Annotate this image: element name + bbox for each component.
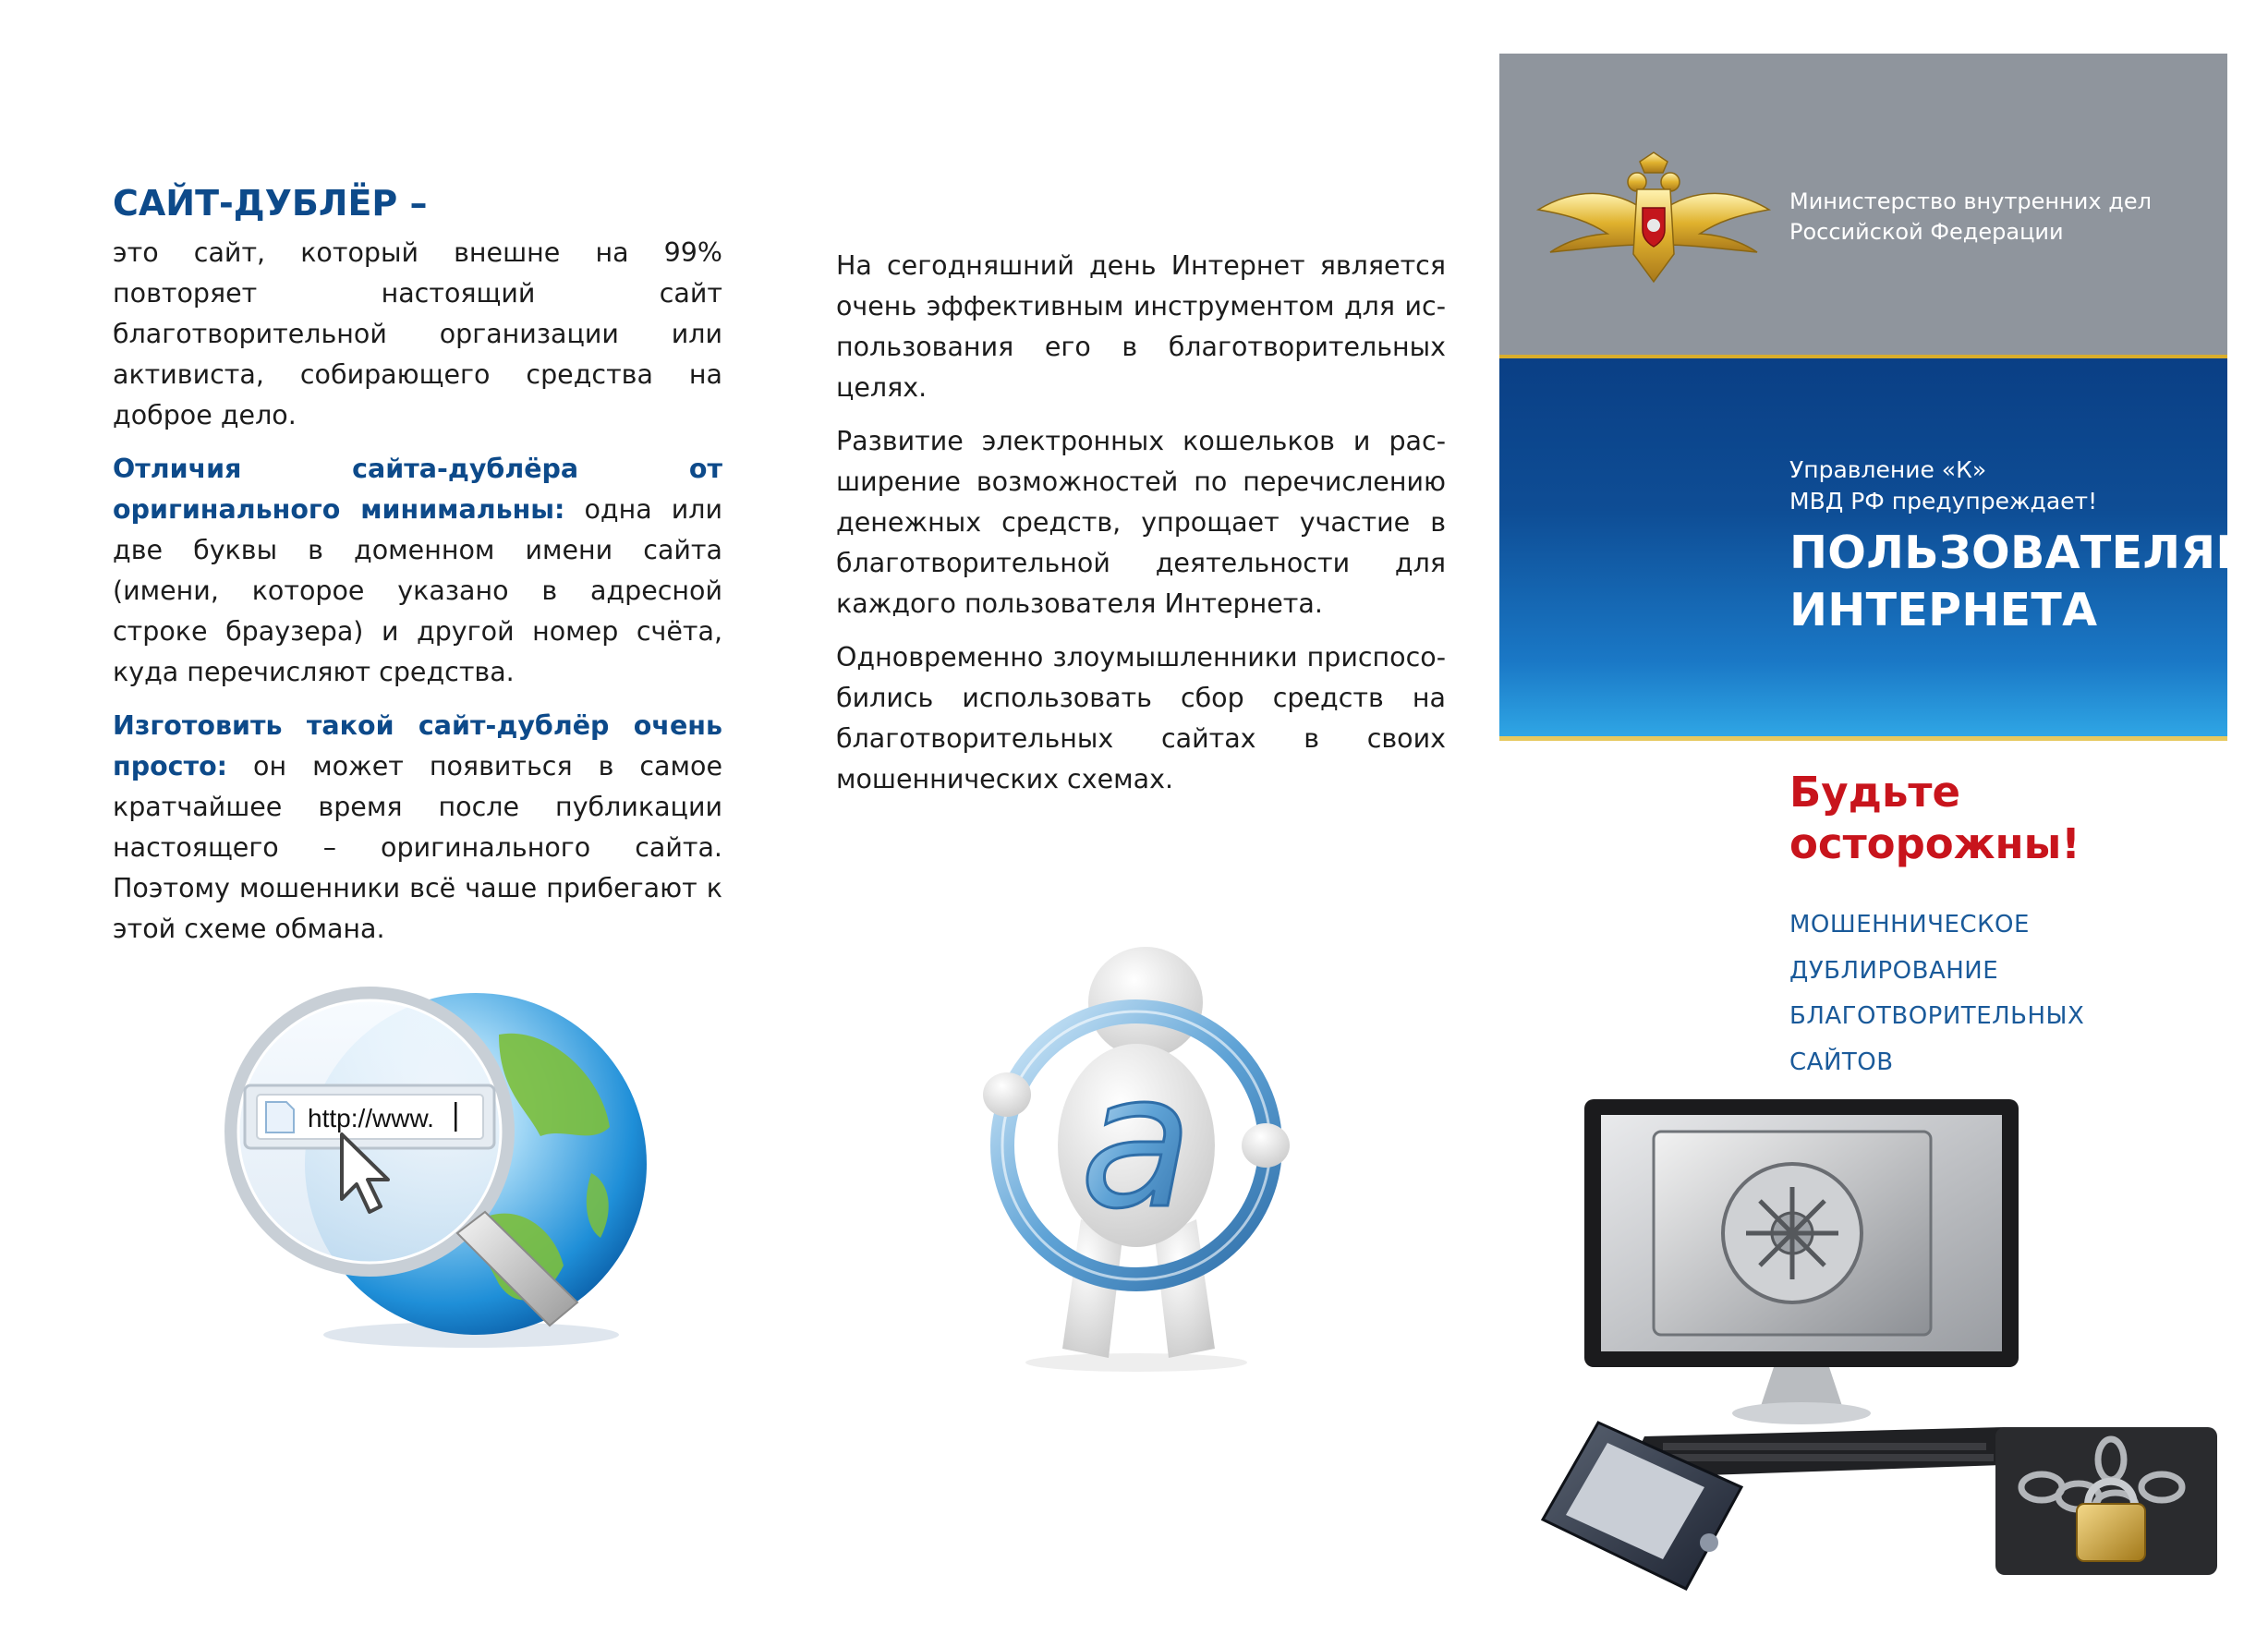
svg-text:a: a bbox=[1079, 1035, 1194, 1250]
beware-heading bbox=[1789, 767, 2214, 870]
differences-text: одна или две буквы в доменном имени сайта (имени, которое указано в адресной строке браузера) и другой номер счёта, куда перечисляют средства. bbox=[113, 494, 722, 687]
paragraph-easy-to-make bbox=[113, 706, 722, 950]
department-line-2: МВД РФ предупреждает! bbox=[1789, 488, 2098, 515]
topic-line-1: МОШЕННИЧЕСКОЕ bbox=[1789, 911, 2030, 939]
paragraph-differences bbox=[113, 449, 722, 693]
main-title-line-2: ИНТЕРНЕТА bbox=[1789, 584, 2098, 636]
paragraph-fraudsters: Одновременно злоумышленники приспособились использовать сбор средств на благотворительных сайтах в своих мошеннических схемах. bbox=[836, 642, 1446, 794]
beware-line-2: осторожны! bbox=[1789, 819, 2080, 868]
beware-line-1: Будьте bbox=[1789, 768, 1961, 817]
browser-url-text: http://www. bbox=[308, 1104, 434, 1132]
column-left bbox=[113, 181, 722, 963]
ministry-line-1: Министерство внутренних дел bbox=[1789, 188, 2152, 214]
paragraph-definition: это сайт, который внешне на 99% повторяет настоящий сайт благотворительной организации или активиста, собирающего средства на доброе дело. bbox=[113, 237, 722, 430]
department-line-1: Управление «К» bbox=[1789, 456, 1987, 483]
topic-line-2: ДУБЛИРОВАНИЕ bbox=[1789, 957, 1999, 985]
main-title-line-1: ПОЛЬЗОВАТЕЛЯМ bbox=[1789, 527, 2262, 579]
topic-line-4: САЙТОВ bbox=[1789, 1048, 1894, 1076]
ministry-line-2: Российской Федерации bbox=[1789, 219, 2064, 245]
department-warning bbox=[1789, 454, 2196, 517]
person-holding-at-sign-icon bbox=[970, 942, 1303, 1376]
section-title: САЙТ-ДУБЛЁР – bbox=[113, 183, 428, 224]
double-headed-eagle-emblem bbox=[1534, 152, 1774, 291]
locked-computer-icon bbox=[1524, 1099, 2226, 1598]
ministry-name bbox=[1789, 187, 2196, 248]
globe-magnifier-icon bbox=[222, 970, 656, 1358]
topic-line-3: БЛАГОТВОРИТЕЛЬНЫХ bbox=[1789, 1002, 2085, 1030]
main-title bbox=[1789, 525, 2262, 639]
paragraph-e-wallets: Развитие электронных кошельков и расширение возможностей по перечислению денежных средств, упрощает участие в благотворительной деятельности для каждого пользователя Интернета. bbox=[836, 426, 1446, 619]
easy-lead: Изготовить такой сайт-дублёр очень просто: bbox=[113, 710, 722, 781]
gold-divider-bottom bbox=[1499, 736, 2227, 741]
paragraph-internet-tool: На сегодняшний день Интернет является очень эффективным инструментом для использования его в благотворительных целях. bbox=[836, 250, 1446, 403]
easy-text: он может появиться в самое кратчайшее время после публикации настоящего – оригинального сайта. Поэтому мошенники всё чаше прибегают к этой схеме обмана. bbox=[113, 751, 722, 944]
column-middle bbox=[836, 246, 1446, 813]
differences-lead: Отличия сайта-дублёра от оригинального минимальны: bbox=[113, 454, 722, 525]
